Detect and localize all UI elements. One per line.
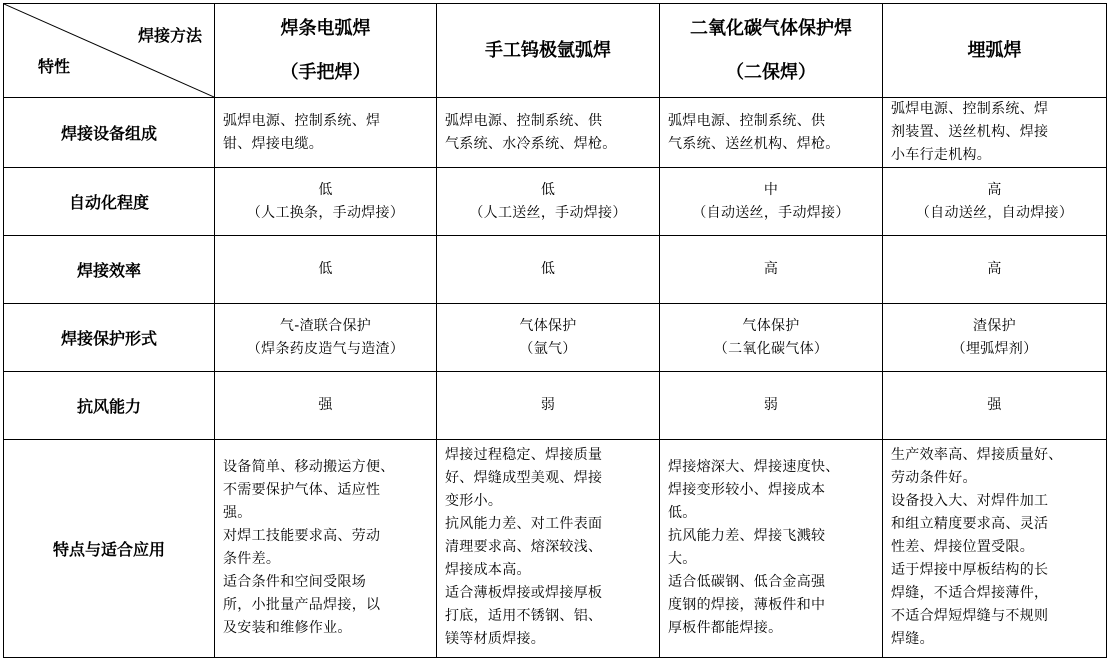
row-label-equipment: 焊接设备组成	[4, 98, 215, 168]
cell-wind-tig	[437, 372, 660, 440]
cell-text-line: 低。	[668, 505, 697, 521]
method-header-tig	[437, 4, 660, 98]
cell-text-line: 弧焊电源、控制系统、焊	[223, 112, 381, 129]
cell-wind-saw	[883, 372, 1107, 440]
cell-protection-smaw	[215, 304, 437, 372]
cell-equipment-saw	[883, 98, 1107, 168]
cell-text-line: （自动送丝，手动焊接）	[692, 204, 850, 221]
cell-text-line: 强	[318, 397, 333, 413]
cell-text-line: 厚板件都能焊接。	[668, 620, 783, 636]
row-label-wind-resistance: 抗风能力	[4, 372, 215, 440]
cell-text-line: 抗风能力差、焊接飞溅较	[668, 528, 826, 544]
row-label-automation: 自动化程度	[4, 168, 215, 236]
cell-wind-co2	[660, 372, 883, 440]
cell-efficiency-saw	[883, 236, 1107, 304]
cell-text-line: 低	[540, 261, 556, 277]
cell-text-line: 弧焊电源、控制系统、供	[445, 112, 603, 129]
cell-efficiency-smaw	[215, 236, 437, 304]
cell-text-line: 焊缝，不适合焊接薄件，	[891, 585, 1049, 601]
cell-features-saw	[883, 440, 1107, 658]
cell-text-line: 渣保护	[973, 317, 1016, 334]
cell-text-line: 适合薄板焊接或焊接厚板	[445, 585, 603, 601]
cell-text-line: 清理要求高、熔深较浅、	[445, 539, 603, 555]
corner-method-label: 焊接方法	[137, 26, 202, 45]
cell-text-line: 适合低碳钢、低合金高强	[668, 574, 826, 590]
cell-text-line: （人工换条，手动焊接）	[246, 204, 405, 221]
cell-text-line: 气体保护	[519, 317, 577, 334]
table-row	[4, 98, 1107, 168]
cell-text-line: 剂装置、送丝机构、焊接	[891, 124, 1049, 140]
cell-text-line: 气系统、送丝机构、焊枪。	[668, 135, 840, 152]
cell-text-line: 弱	[540, 397, 556, 413]
cell-text-line: （氩气）	[519, 340, 577, 357]
cell-text-line: 弧焊电源、控制系统、供	[668, 112, 826, 129]
cell-protection-tig	[437, 304, 660, 372]
welding-comparison-table	[3, 3, 1107, 658]
cell-text-line: 气系统、水冷系统、焊枪。	[445, 135, 617, 152]
cell-equipment-smaw	[215, 98, 437, 168]
method-name: 二氧化碳气体保护焊	[690, 17, 852, 39]
cell-text-line: 焊接变形较小、焊接成本	[668, 482, 826, 498]
cell-text-line: 所，小批量产品焊接，以	[223, 597, 381, 613]
cell-text-line: 不适合焊短焊缝与不规则	[891, 608, 1049, 624]
method-name: 手工钨极氩弧焊	[485, 39, 611, 61]
cell-protection-saw	[883, 304, 1107, 372]
cell-text-line: 强。	[223, 505, 252, 521]
cell-text-line: 设备简单、移动搬运方便、	[223, 459, 395, 475]
cell-text-line: 小车行走机构。	[891, 147, 992, 163]
cell-text-line: 劳动条件好。	[891, 470, 977, 486]
cell-text-line: （二氧化碳气体）	[713, 340, 829, 357]
cell-efficiency-co2	[660, 236, 883, 304]
cell-text-line: 中	[763, 181, 779, 198]
cell-text-line: 镁等材质焊接。	[445, 631, 546, 647]
method-name: 焊条电弧焊	[280, 17, 371, 39]
cell-text-line: 适合条件和空间受限场	[223, 574, 366, 590]
cell-text-line: 高	[987, 261, 1002, 277]
cell-text-line: 弱	[763, 397, 779, 413]
method-header-smaw	[215, 4, 437, 98]
cell-text-line: 气-渣联合保护	[279, 317, 372, 334]
cell-text-line: 焊接过程稳定、焊接质量	[445, 447, 603, 463]
cell-automation-smaw	[215, 168, 437, 236]
cell-text-line: 条件差。	[223, 551, 281, 567]
cell-text-line: 对焊工技能要求高、劳动	[223, 528, 381, 544]
cell-wind-smaw	[215, 372, 437, 440]
cell-features-smaw	[215, 440, 437, 658]
cell-text-line: 大。	[668, 551, 697, 567]
cell-text-line: 好、焊缝成型美观、焊接	[445, 470, 603, 486]
table-row	[4, 440, 1107, 658]
row-label-protection: 焊接保护形式	[4, 304, 215, 372]
cell-text-line: 性差、焊接位置受限。	[891, 539, 1034, 555]
row-label-features: 特点与适合应用	[4, 440, 215, 658]
cell-protection-co2	[660, 304, 883, 372]
corner-header	[4, 4, 215, 98]
cell-automation-co2	[660, 168, 883, 236]
cell-text-line: （焊条药皮造气与造渣）	[246, 340, 405, 357]
cell-text-line: （人工送丝，手动焊接）	[469, 204, 627, 221]
method-name: 埋弧焊	[967, 39, 1022, 61]
method-header-co2	[660, 4, 883, 98]
cell-text-line: 低	[318, 261, 333, 277]
cell-text-line: 低	[540, 181, 556, 198]
cell-text-line: 生产效率高、焊接质量好、	[891, 447, 1063, 463]
cell-text-line: 及安装和维修作业。	[223, 620, 352, 636]
cell-text-line: 高	[987, 181, 1002, 198]
table-row	[4, 168, 1107, 236]
method-header-saw	[883, 4, 1107, 98]
cell-text-line: 低	[318, 181, 333, 198]
cell-text-line: 度钢的焊接，薄板件和中	[668, 597, 826, 613]
cell-text-line: 适于焊接中厚板结构的长	[891, 562, 1049, 578]
cell-equipment-tig	[437, 98, 660, 168]
cell-text-line: （埋弧焊剂）	[951, 340, 1038, 357]
cell-text-line: 变形小。	[445, 493, 503, 509]
cell-equipment-co2	[660, 98, 883, 168]
cell-text-line: 强	[987, 397, 1002, 413]
cell-text-line: 抗风能力差、对工件表面	[445, 516, 603, 532]
cell-text-line: 钳、焊接电缆。	[223, 135, 324, 152]
cell-text-line: 焊接熔深大、焊接速度快、	[668, 459, 840, 475]
cell-features-tig	[437, 440, 660, 658]
header-row	[4, 4, 1107, 98]
cell-features-co2	[660, 440, 883, 658]
cell-text-line: 焊缝。	[891, 631, 934, 647]
cell-text-line: 高	[763, 261, 779, 277]
method-alias: （二保焊）	[726, 61, 816, 83]
cell-text-line: 弧焊电源、控制系统、焊	[891, 101, 1049, 117]
cell-text-line: 气体保护	[742, 317, 800, 334]
cell-text-line: 和组立精度要求高、灵活	[891, 516, 1049, 532]
table-row	[4, 372, 1107, 440]
table-row	[4, 236, 1107, 304]
cell-text-line: 打底，适用不锈钢、铝、	[445, 608, 603, 624]
cell-text-line: 不需要保护气体、适应性	[223, 482, 381, 498]
cell-automation-saw	[883, 168, 1107, 236]
cell-automation-tig	[437, 168, 660, 236]
cell-text-line: 设备投入大、对焊件加工	[891, 493, 1049, 509]
cell-text-line: （自动送丝，自动焊接）	[915, 204, 1074, 221]
corner-property-label: 特性	[38, 57, 71, 76]
table-row	[4, 304, 1107, 372]
method-alias: （手把焊）	[280, 61, 371, 83]
cell-efficiency-tig	[437, 236, 660, 304]
cell-text-line: 焊接成本高。	[445, 562, 531, 578]
row-label-efficiency: 焊接效率	[4, 236, 215, 304]
